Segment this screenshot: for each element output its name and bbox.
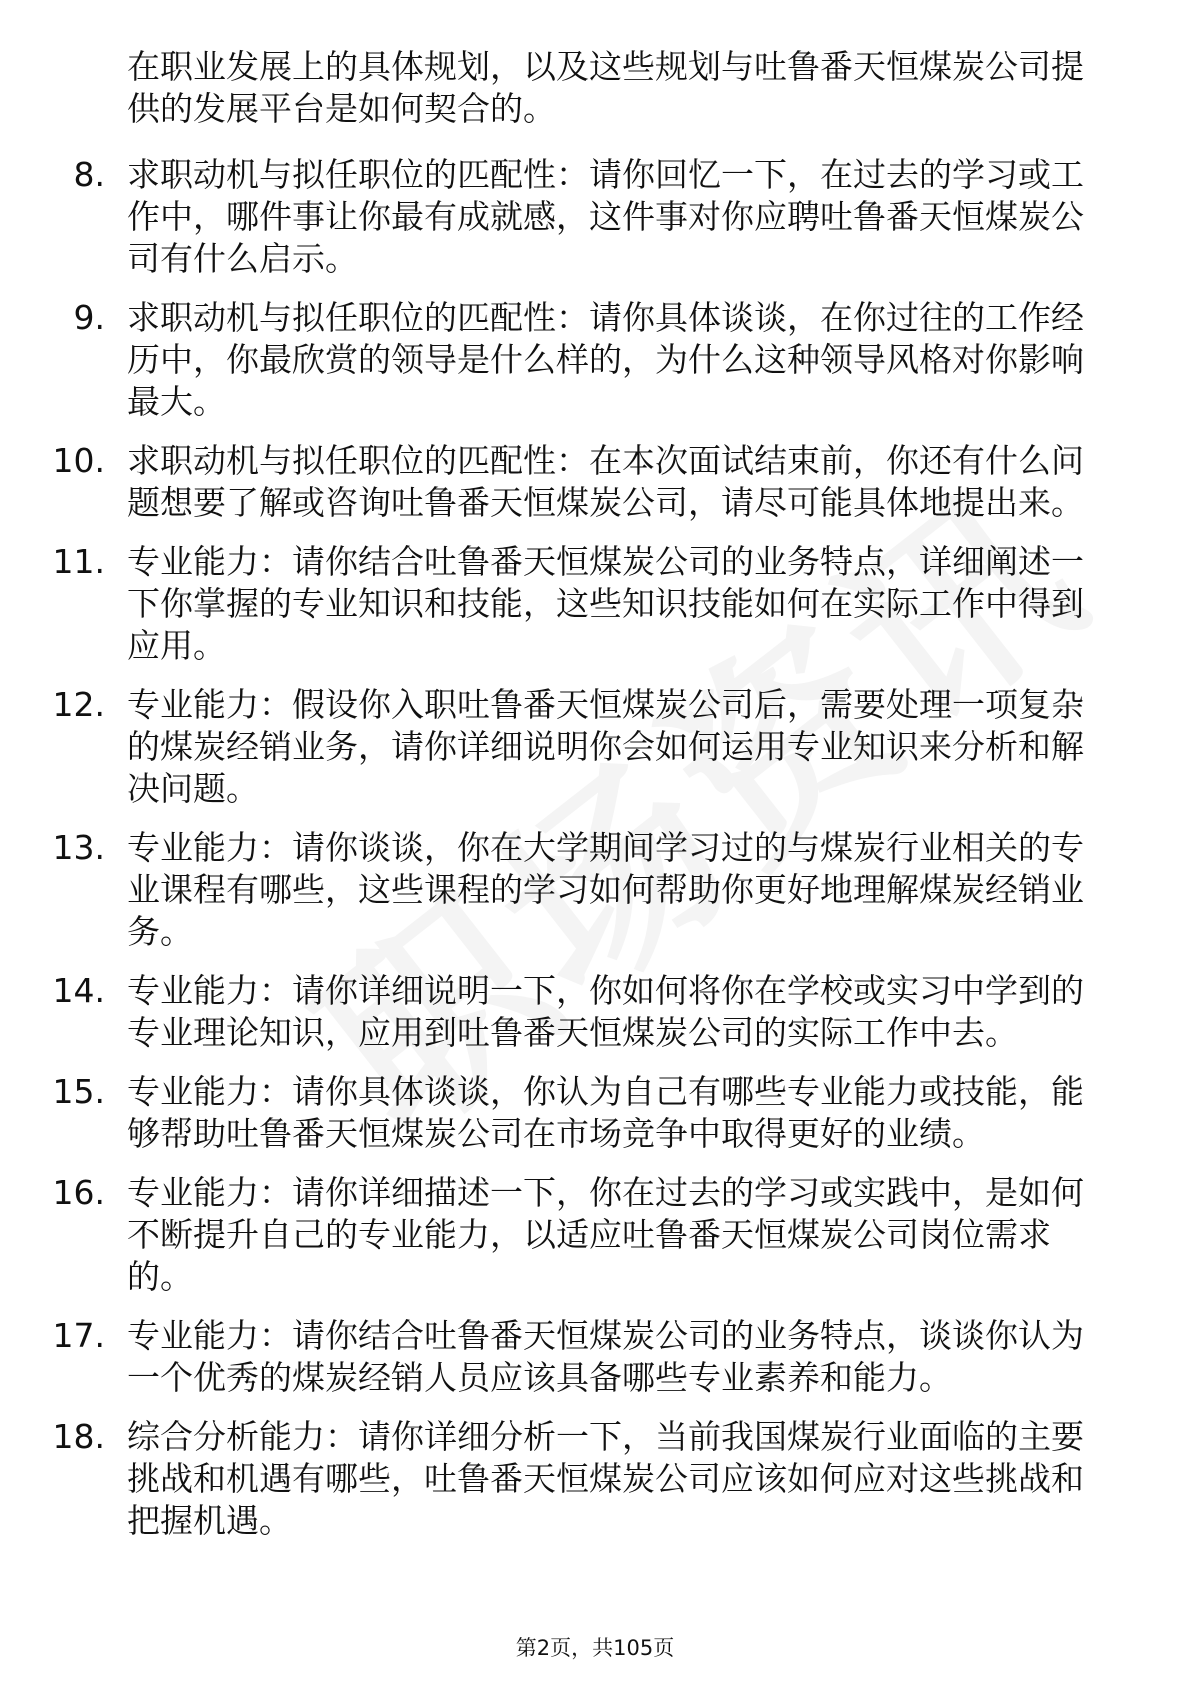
item-text: 专业能力：请你结合吐鲁番天恒煤炭公司的业务特点，详细阐述一下你掌握的专业知识和技能，这些知识技能如何在实际工作中得到应用。 [127, 542, 1084, 665]
item-number: 17. [52, 1316, 105, 1355]
list-item [0, 541, 1190, 667]
list-item [0, 297, 1190, 423]
item-text: 专业能力：请你详细描述一下，你在过去的学习或实践中，是如何不断提升自己的专业能力，以适应吐鲁番天恒煤炭公司岗位需求的。 [127, 1173, 1084, 1296]
list-item [0, 1315, 1190, 1399]
list-item [0, 154, 1190, 280]
item-text: 求职动机与拟任职位的匹配性：请你回忆一下，在过去的学习或工作中，哪件事让你最有成就感，这件事对你应聘吐鲁番天恒煤炭公司有什么启示。 [127, 155, 1084, 278]
continuation-paragraph: 在职业发展上的具体规划，以及这些规划与吐鲁番天恒煤炭公司提供的发展平台是如何契合的。 [127, 47, 1084, 128]
list-item [0, 827, 1190, 953]
item-text: 求职动机与拟任职位的匹配性：在本次面试结束前，你还有什么问题想要了解或咨询吐鲁番天恒煤炭公司，请尽可能具体地提出来。 [127, 441, 1084, 522]
item-number: 8. [73, 155, 105, 194]
item-text: 专业能力：请你具体谈谈，你认为自己有哪些专业能力或技能，能够帮助吐鲁番天恒煤炭公司在市场竞争中取得更好的业绩。 [127, 1072, 1084, 1153]
list-item [0, 970, 1190, 1054]
item-number: 18. [52, 1417, 105, 1456]
item-text: 专业能力：假设你入职吐鲁番天恒煤炭公司后，需要处理一项复杂的煤炭经销业务，请你详细说明你会如何运用专业知识来分析和解决问题。 [127, 685, 1084, 808]
page-footer: 第2页，共105页 [515, 1636, 675, 1660]
item-text: 专业能力：请你谈谈，你在大学期间学习过的与煤炭行业相关的专业课程有哪些，这些课程的学习如何帮助你更好地理解煤炭经销业务。 [127, 828, 1084, 951]
item-number: 9. [73, 298, 105, 337]
item-text: 专业能力：请你结合吐鲁番天恒煤炭公司的业务特点，谈谈你认为一个优秀的煤炭经销人员应该具备哪些专业素养和能力。 [127, 1316, 1084, 1397]
list-item [0, 684, 1190, 810]
item-text: 综合分析能力：请你详细分析一下，当前我国煤炭行业面临的主要挑战和机遇有哪些，吐鲁番天恒煤炭公司应该如何应对这些挑战和把握机遇。 [127, 1417, 1084, 1540]
question-list [0, 154, 1190, 1559]
item-number: 16. [52, 1173, 105, 1212]
list-item [0, 1172, 1190, 1298]
item-number: 12. [52, 685, 105, 724]
item-text: 专业能力：请你详细说明一下，你如何将你在学校或实习中学到的专业理论知识，应用到吐鲁番天恒煤炭公司的实际工作中去。 [127, 971, 1084, 1052]
item-number: 10. [52, 441, 105, 480]
item-number: 14. [52, 971, 105, 1010]
item-number: 11. [52, 542, 105, 581]
list-item [0, 1416, 1190, 1542]
list-item [0, 1071, 1190, 1155]
item-number: 13. [52, 828, 105, 867]
list-item [0, 440, 1190, 524]
item-text: 求职动机与拟任职位的匹配性：请你具体谈谈，在你过往的工作经历中，你最欣赏的领导是什么样的，为什么这种领导风格对你影响最大。 [127, 298, 1084, 421]
item-number: 15. [52, 1072, 105, 1111]
